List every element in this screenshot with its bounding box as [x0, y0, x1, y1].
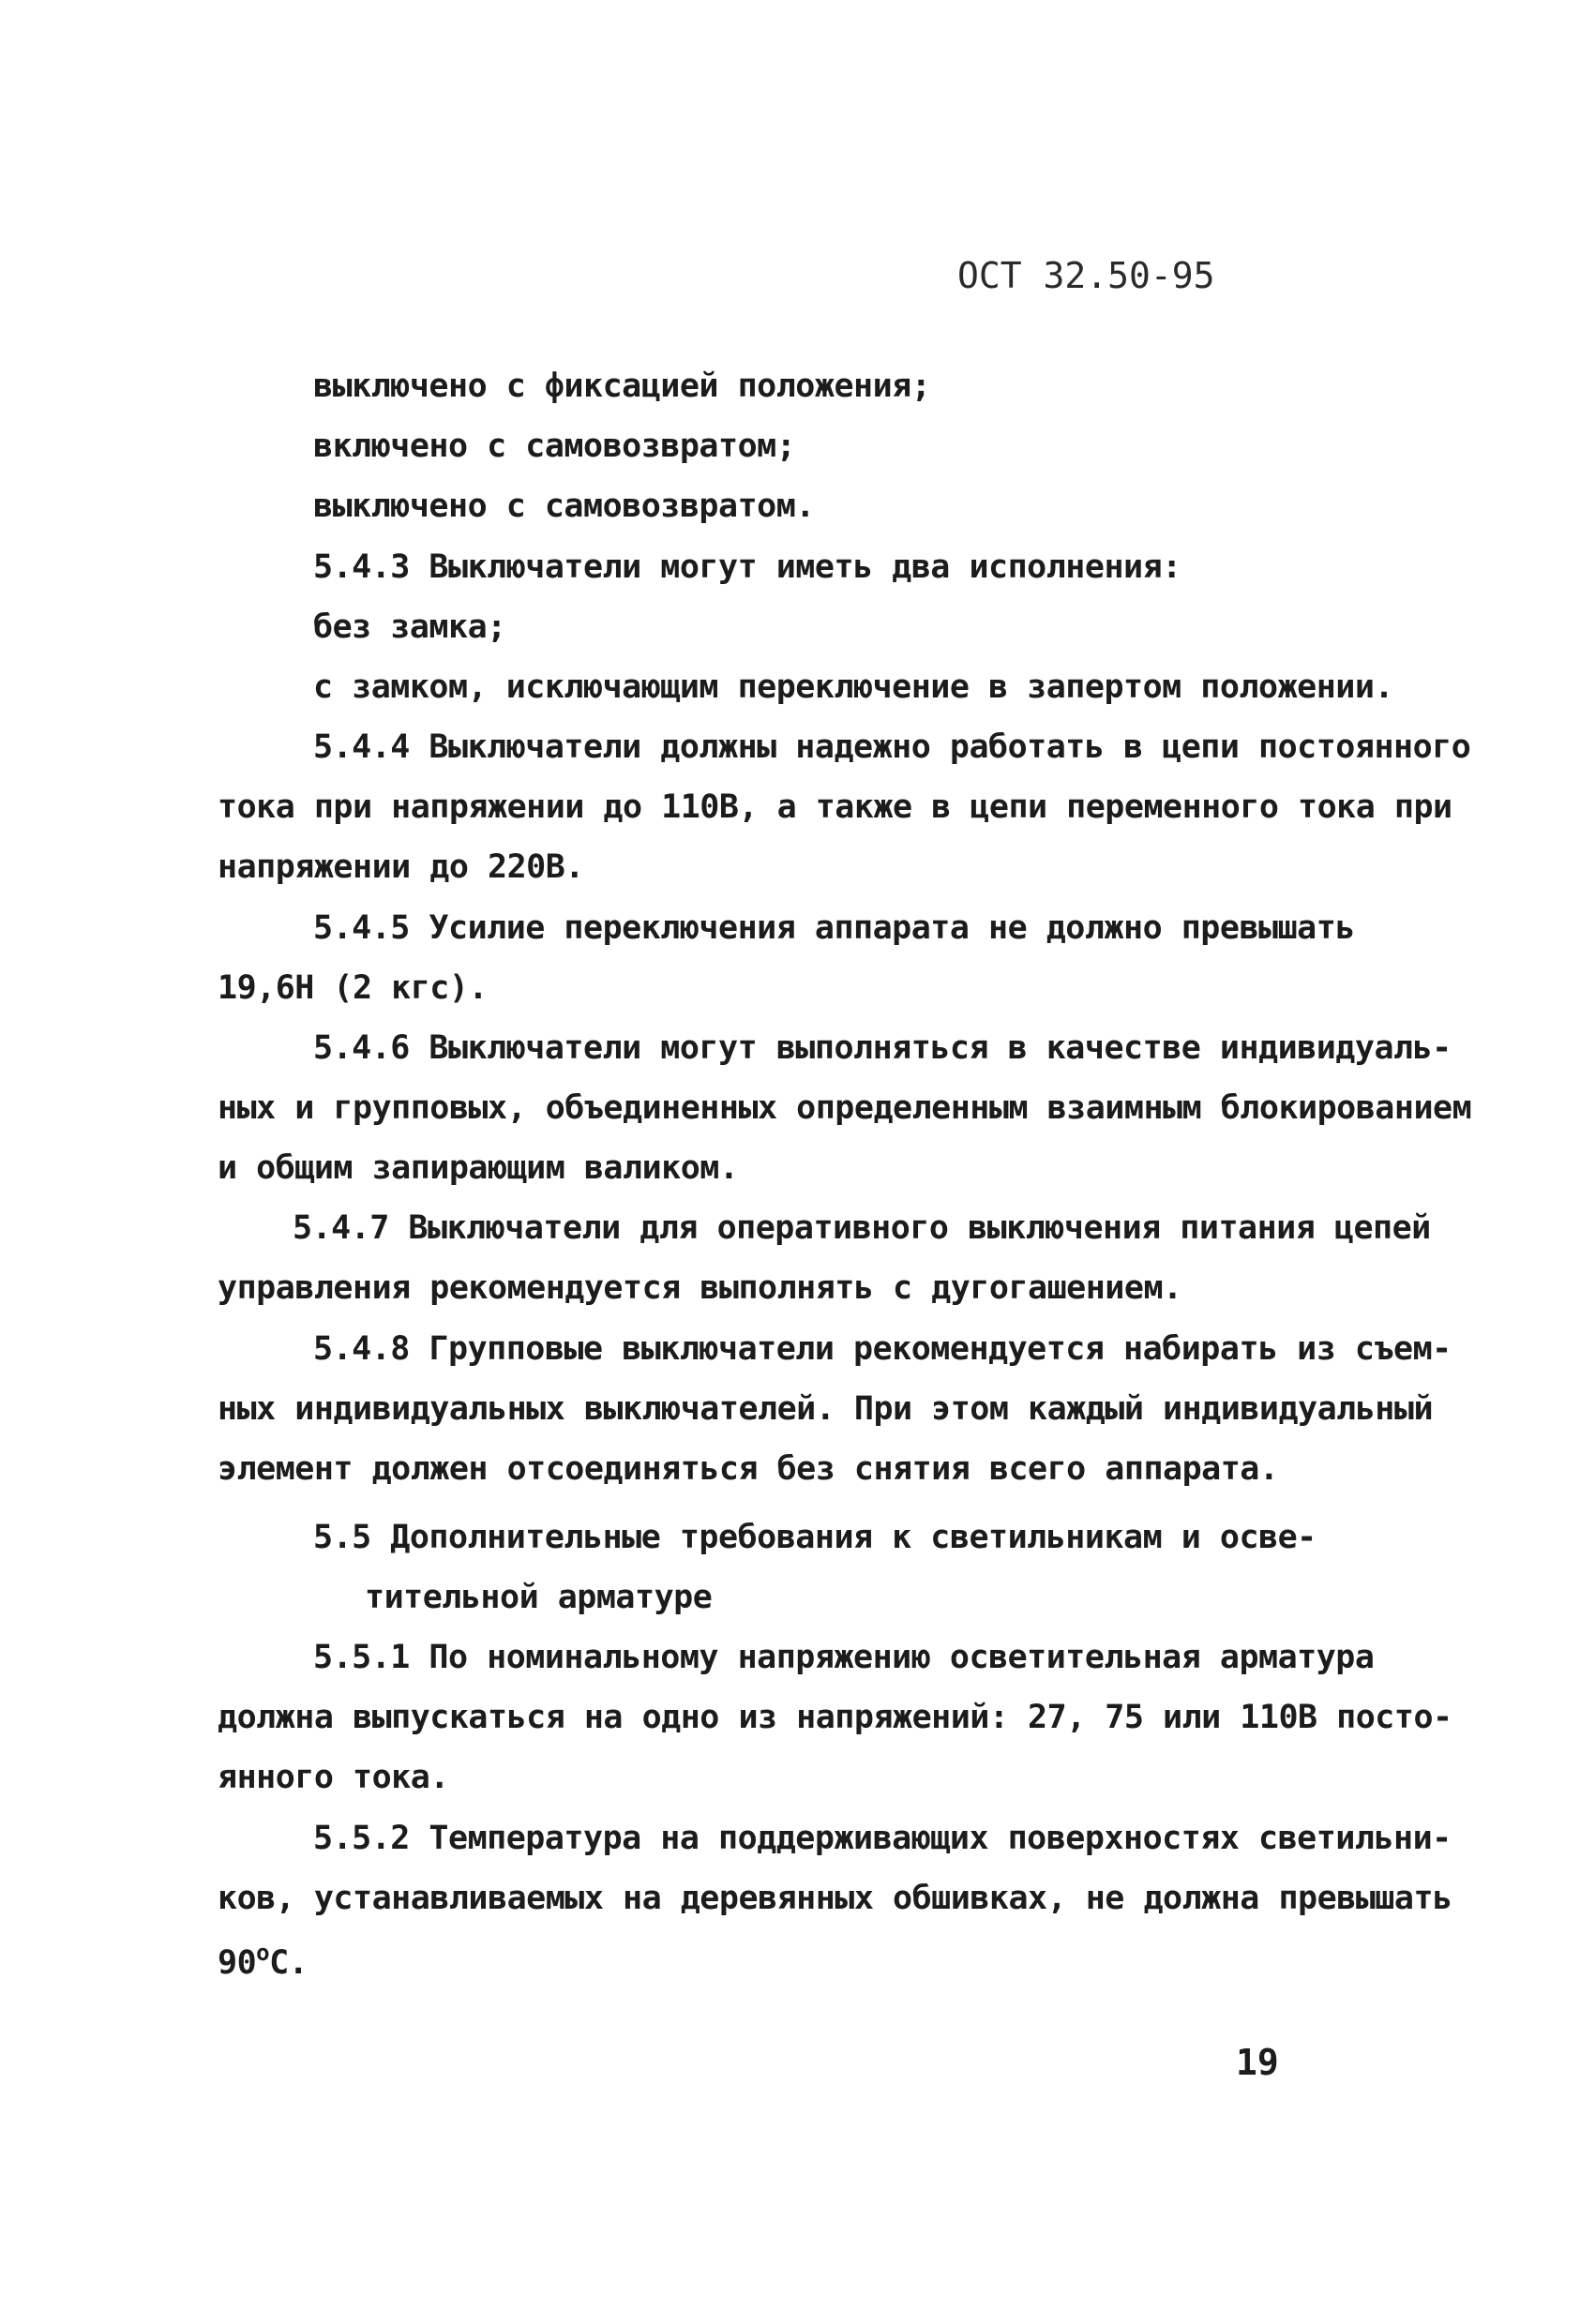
page-number: 19: [1236, 2042, 1279, 2083]
text-line: и общим запирающим валиком.: [218, 1149, 739, 1187]
paragraph-5-4-7: 5.4.7 Выключатели для оперативного выключения питания цепей: [293, 1209, 1431, 1247]
temperature-unit: С.: [269, 1944, 308, 1982]
section-heading-5-5: 5.5 Дополнительные требования к светильникам и осве-: [313, 1519, 1317, 1556]
text-line: с замком, исключающим переключение в запертом положении.: [313, 668, 1394, 706]
text-line: элемент должен отсоединяться без снятия всего аппарата.: [218, 1450, 1279, 1488]
text-line: должна выпускаться на одно из напряжений: 27, 75 или 110В посто-: [218, 1699, 1452, 1736]
temperature-line: [218, 1940, 308, 1982]
paragraph-5-4-8: 5.4.8 Групповые выключатели рекомендуется набирать из съем-: [313, 1330, 1452, 1368]
text-line: тока при напряжении до 110В, а также в цепи переменного тока при: [218, 788, 1452, 826]
text-line: включено с самовозвратом;: [313, 427, 796, 465]
text-line: без замка;: [313, 608, 506, 646]
text-line: янного тока.: [218, 1759, 449, 1796]
paragraph-5-4-4: 5.4.4 Выключатели должны надежно работать в цепи постоянного: [313, 728, 1471, 766]
text-line: ков, устанавливаемых на деревянных обшивках, не должна превышать: [218, 1880, 1452, 1917]
text-line: ных и групповых, объединенных определенным взаимным блокированием: [218, 1089, 1472, 1127]
text-line: управления рекомендуется выполнять с дугогашением.: [218, 1269, 1182, 1307]
degree-superscript: о: [256, 1940, 270, 1966]
text-line: выключено с фиксацией положения;: [313, 367, 931, 405]
text-line: ных индивидуальных выключателей. При этом каждый индивидуальный: [218, 1390, 1434, 1428]
text-line: выключено с самовозвратом.: [313, 487, 815, 525]
section-heading-continued: тительной арматуре: [365, 1579, 713, 1616]
paragraph-5-4-3: 5.4.3 Выключатели могут иметь два исполнения:: [313, 548, 1181, 586]
text-line: 19,6Н (2 кгс).: [218, 969, 489, 1007]
temperature-value: 90: [218, 1944, 257, 1982]
paragraph-5-4-5: 5.4.5 Усилие переключения аппарата не должно превышать: [313, 909, 1355, 947]
paragraph-5-4-6: 5.4.6 Выключатели могут выполняться в качестве индивидуаль-: [313, 1029, 1452, 1067]
document-code: ОСТ 32.50-95: [957, 255, 1215, 296]
text-line: напряжении до 220В.: [218, 848, 584, 886]
paragraph-5-5-1: 5.5.1 По номинальному напряжению осветительная арматура: [313, 1639, 1375, 1676]
paragraph-5-5-2: 5.5.2 Температура на поддерживающих поверхностях светильни-: [313, 1820, 1452, 1857]
